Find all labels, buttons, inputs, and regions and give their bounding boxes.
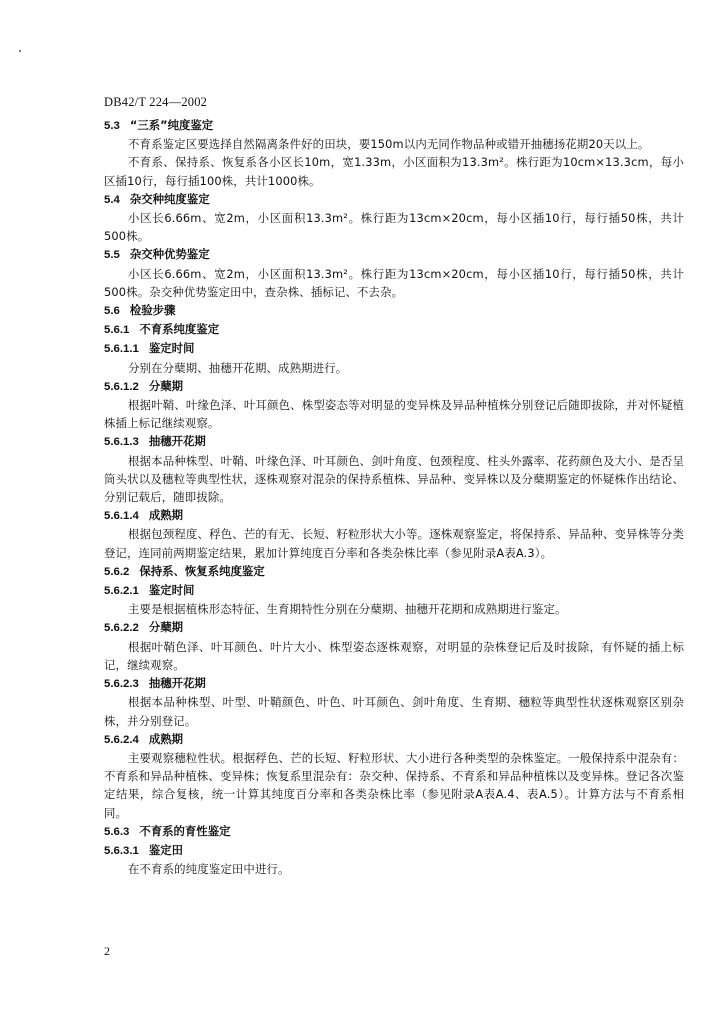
- section-heading: [104, 822, 684, 841]
- section-heading: [104, 432, 684, 451]
- section-title: “三系”纯度鉴定: [129, 118, 214, 132]
- paragraph: 根据叶鞘色泽、叶耳颜色、叶片大小、株型姿态逐株观察，对明显的杂株登记后及时拔除，有怀疑的插上标记，继续观察。: [104, 639, 684, 672]
- section-title: 成熟期: [148, 508, 184, 523]
- paragraph: 根据本品种株型、叶鞘、叶缘色泽、叶耳颜色、剑叶角度、包颈程度、柱头外露率、花药颜色及大小、是否呈筒头状以及穗粒等典型性状，逐株观察对混杂的保持系植株、异品种、变异株以及分蘖期鉴定的怀疑株作出结论、分别记载后，随即拔除。: [104, 453, 684, 505]
- section-heading: [104, 116, 684, 135]
- section-heading: [104, 320, 684, 339]
- paragraph: 分别在分蘖期、抽穗开花期、成熟期进行。: [128, 360, 348, 375]
- section-title: 抽穗开花期: [148, 676, 206, 691]
- section-title: 保持系、恢复系纯度鉴定: [139, 563, 265, 578]
- paragraph: 小区长6.66m、宽2m，小区面积13.3m²。株行距为13cm×20cm，每小区插10行，每行插50株，共计500株。: [104, 211, 684, 244]
- paragraph: 小区长6.66m、宽2m，小区面积13.3m²。株行距为13cm×20cm，每小区插10行，每行插50株，共计500株。杂交种优势鉴定田中，查杂株、插标记、不去杂。: [104, 266, 684, 299]
- section-number: 5.6.2.1: [104, 585, 139, 598]
- section-heading: [104, 562, 684, 581]
- section-number: 5.6.2: [104, 565, 130, 578]
- document-body: [104, 116, 684, 878]
- section-title: 鉴定时间: [148, 583, 195, 598]
- section-title: 不育系的育性鉴定: [139, 823, 231, 838]
- scan-speck: [19, 50, 21, 52]
- section-heading: [104, 674, 684, 693]
- paragraph: 在不育系的纯度鉴定田中进行。: [128, 862, 290, 877]
- section-heading: [104, 190, 684, 209]
- section-heading: [104, 301, 684, 320]
- section-title: 检验步骤: [129, 303, 176, 318]
- section-number: 5.6.2.3: [104, 678, 139, 691]
- section-number: 5.6.1.1: [104, 343, 139, 356]
- section-heading: [104, 618, 684, 637]
- section-number: 5.6: [104, 305, 120, 318]
- paragraph: 根据叶鞘、叶缘色泽、叶耳颜色、株型姿态等对明显的变异株及异品种植株分别登记后随即拔除，并对怀疑植株插上标记继续观察。: [104, 398, 684, 431]
- page-number: 2: [104, 944, 110, 958]
- paragraph: 不育系鉴定区要选择自然隔离条件好的田块，要150m以内无同作物品种或错开抽穗扬花期20天以上。: [128, 137, 650, 152]
- document-code: DB42/T 224—2002: [104, 95, 208, 109]
- section-title: 抽穗开花期: [148, 434, 206, 449]
- section-title: 杂交种纯度鉴定: [129, 191, 210, 206]
- section-title: 鉴定时间: [148, 341, 195, 356]
- section-heading: [104, 377, 684, 396]
- section-number: 5.6.2.2: [104, 622, 139, 635]
- section-number: 5.6.1.4: [104, 510, 139, 523]
- section-number: 5.6.1.3: [104, 436, 139, 449]
- section-number: 5.3: [104, 120, 120, 132]
- section-number: 5.6.3: [104, 825, 130, 838]
- section-title: 不育系纯度鉴定: [139, 322, 220, 337]
- paragraph: 根据本品种株型、叶型、叶鞘颜色、叶色、叶耳颜色、剑叶角度、生育期、穗粒等典型性状逐株观察区别杂株，并分别登记。: [104, 695, 684, 728]
- section-heading: [104, 841, 684, 860]
- section-title: 成熟期: [148, 731, 184, 746]
- section-number: 5.6.2.4: [104, 733, 139, 746]
- section-number: 5.4: [104, 193, 120, 206]
- section-heading: [104, 730, 684, 749]
- paragraph: 主要是根据植株形态特征、生育期特性分别在分蘖期、抽穗开花期和成熟期进行鉴定。: [128, 602, 567, 617]
- section-number: 5.6.3.1: [104, 844, 139, 857]
- section-number: 5.6.1: [104, 324, 130, 337]
- paragraph: 根据包颈程度、稃色、芒的有无、长短、籽粒形状大小等。逐株观察鉴定，将保持系、异品种、变异株等分类登记，连同前两期鉴定结果，累加计算纯度百分率和各类杂株比率（参见附录A表A.3）。: [104, 527, 684, 560]
- section-heading: [104, 245, 684, 264]
- section-heading: [104, 339, 684, 358]
- section-number: 5.5: [104, 249, 120, 262]
- section-title: 分蘖期: [148, 620, 184, 635]
- paragraph: 主要观察穗粒性状。根据稃色、芒的长短、籽粒形状、大小进行各种类型的杂株鉴定。一般保持系中混杂有：不育系和异品种植株、变异株；恢复系里混杂有：杂交种、保持系、不育系和异品种植株以及变异株。登记各次鉴定结果，综合复核，统一计算其纯度百分率和各类杂株比率（参见附录A表A.4、表A.5）。计算方法与不育系相同。: [104, 750, 684, 820]
- section-number: 5.6.1.2: [104, 380, 139, 393]
- section-title: 鉴定田: [148, 842, 184, 857]
- section-heading: [104, 506, 684, 525]
- paragraph: 不育系、保持系、恢复系各小区长10m，宽1.33m，小区面积为13.3m²。株行距为10cm×13.3cm，每小区插10行，每行插100株，共计1000株。: [104, 155, 684, 188]
- section-title: 分蘖期: [148, 378, 184, 393]
- section-heading: [104, 581, 684, 600]
- section-title: 杂交种优势鉴定: [129, 247, 210, 262]
